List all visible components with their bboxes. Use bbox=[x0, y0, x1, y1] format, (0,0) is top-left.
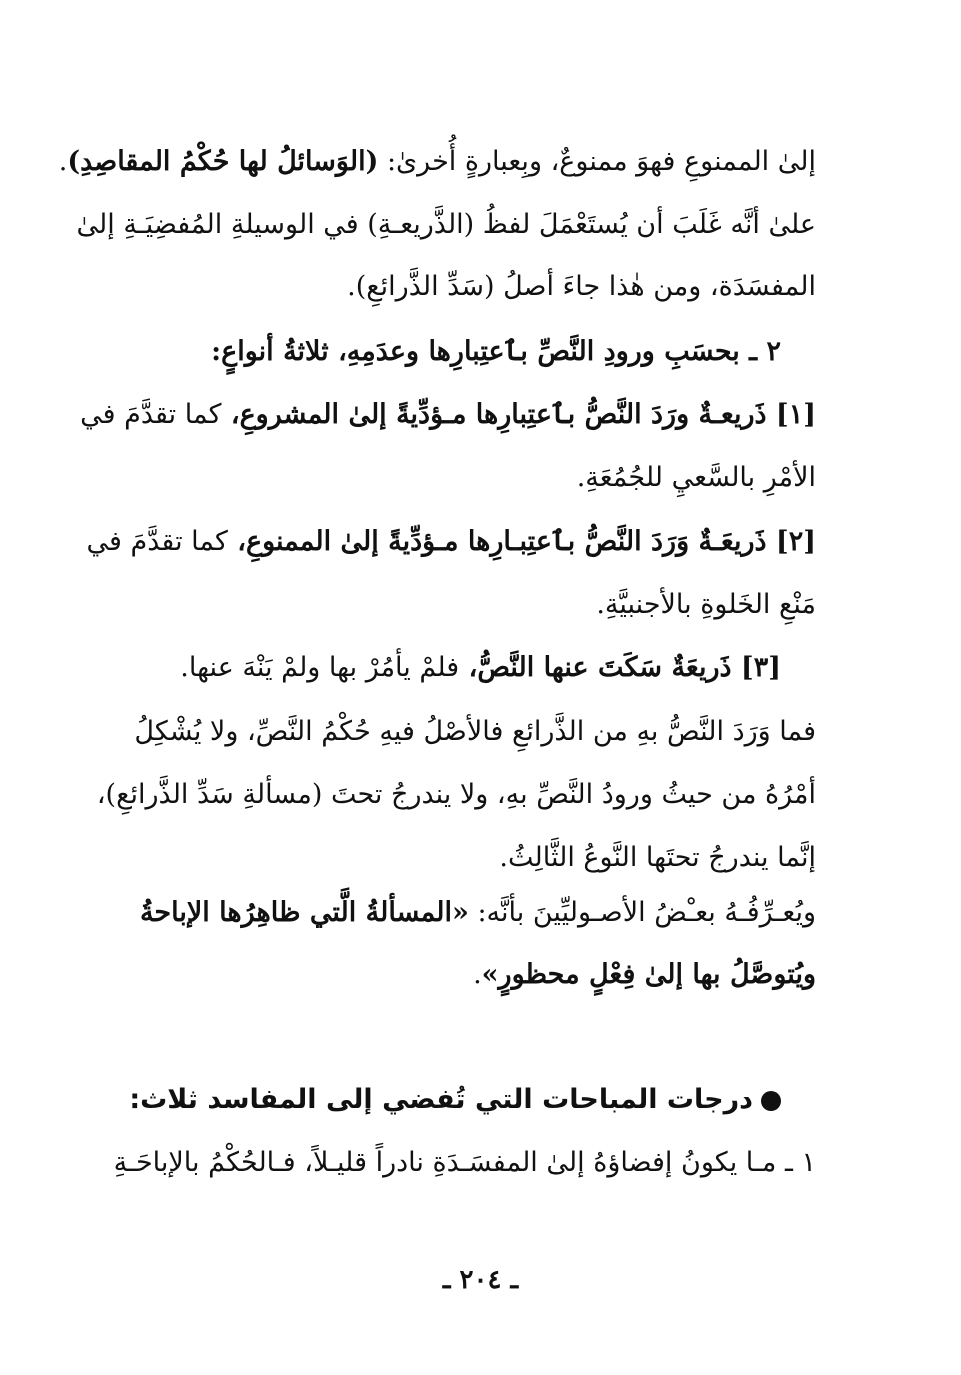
line-10 bbox=[134, 712, 816, 752]
line-segment: ٢ ـ بحسَبِ ورودِ النَّصِّ بٱعتِبارِها وعدَمِهِ، ثلاثةُ أنواعٍ: bbox=[211, 336, 781, 367]
line-segment: . bbox=[58, 146, 68, 177]
section-heading bbox=[129, 1080, 781, 1120]
page-number: ـ ٢٠٤ ـ bbox=[442, 1265, 519, 1295]
line-1 bbox=[58, 142, 816, 182]
line-segment: [٢] ذَريعَـةٌ وَرَدَ النَّصُّ بٱعتِبـارِها مـؤدِّيةً إلىٰ الممنوعِ، bbox=[227, 526, 816, 557]
line-segment: [٣] ذَريعَةٌ سَكَتَ عنها النَّصُّ، bbox=[459, 652, 781, 683]
line-segment: المفسَدَة، ومن هٰذا جاءَ أصلُ (سَدِّ الذَّرائعِ). bbox=[347, 271, 816, 302]
line-segment: [١] ذَريعـةٌ ورَدَ النَّصُّ بٱعتِبارِها مـؤدِّيةً إلىٰ المشروعِ، bbox=[221, 399, 816, 430]
line-segment: أمْرُهُ من حيثُ ورودُ النَّصِّ بهِ، ولا يندرجُ تحتَ (مسألةِ سَدِّ الذَّرائعِ)، bbox=[96, 779, 816, 810]
line-segment: فما وَرَدَ النَّصُّ بهِ من الذَّرائعِ فالأصْلُ فيهِ حُكْمُ النَّصِّ، ولا يُشْكِلُ bbox=[134, 716, 816, 747]
line-segment: (الوَسائلُ لها حُكْمُ المقاصِدِ) bbox=[67, 146, 379, 177]
line-15: ١ ـ مـا يكونُ إفضاؤهُ إلىٰ المفسَـدَةِ نادراً قليـلاً، فـالحُكْمُ بالإباحَـةِ bbox=[113, 1147, 816, 1178]
line-8 bbox=[146, 585, 816, 625]
line-4-heading bbox=[146, 332, 781, 372]
line-segment: علىٰ أنَّه غَلَبَ أن يُستَعْمَلَ لفظُ (الذَّريعـةِ) في الوسيلةِ المُفضِيَـةِ إلىٰ bbox=[76, 209, 816, 240]
line-segment: مَنْعِ الخَلوةِ بالأجنبيَّةِ. bbox=[596, 589, 816, 620]
line-11 bbox=[96, 775, 816, 815]
line-5 bbox=[80, 395, 816, 435]
line-segment: . bbox=[473, 959, 482, 990]
line-segment: ويُعـرِّفُـهُ بعـْضُ الأصـوليِّينَ بأنَّه: bbox=[468, 897, 816, 928]
bullet-dot-icon bbox=[761, 1091, 781, 1111]
line-2 bbox=[76, 205, 816, 245]
line-3 bbox=[146, 267, 816, 307]
line-12 bbox=[146, 838, 816, 878]
line-segment: إنَّما يندرجُ تحتَها النَّوعُ الثَّالِثُ. bbox=[499, 842, 816, 873]
line-6 bbox=[146, 458, 816, 498]
line-9 bbox=[146, 648, 781, 688]
line-14 bbox=[146, 955, 816, 995]
line-segment: الأمْرِ بالسَّعيِ للجُمُعَةِ. bbox=[576, 462, 816, 493]
line-7 bbox=[86, 522, 816, 562]
line-13 bbox=[139, 893, 816, 933]
line-segment: ويُتوصَّلُ بها إلىٰ فِعْلٍ محظورٍ» bbox=[481, 959, 816, 990]
line-segment: كما تقدَّمَ في bbox=[80, 399, 222, 430]
line-segment: إلىٰ الممنوعِ فهوَ ممنوعٌ، وبِعبارةٍ أُخرىٰ: bbox=[378, 146, 816, 177]
line-segment: فلمْ يأمُرْ بها ولمْ يَنْهَ عنها. bbox=[180, 652, 460, 683]
line-segment: كما تقدَّمَ في bbox=[86, 526, 228, 557]
line-segment: «المسألةُ الَّتي ظاهِرُها الإباحةُ bbox=[139, 897, 469, 928]
section-heading-text: درجات المباحات التي تُفضي إلى المفاسد ثلاث: bbox=[129, 1084, 753, 1115]
